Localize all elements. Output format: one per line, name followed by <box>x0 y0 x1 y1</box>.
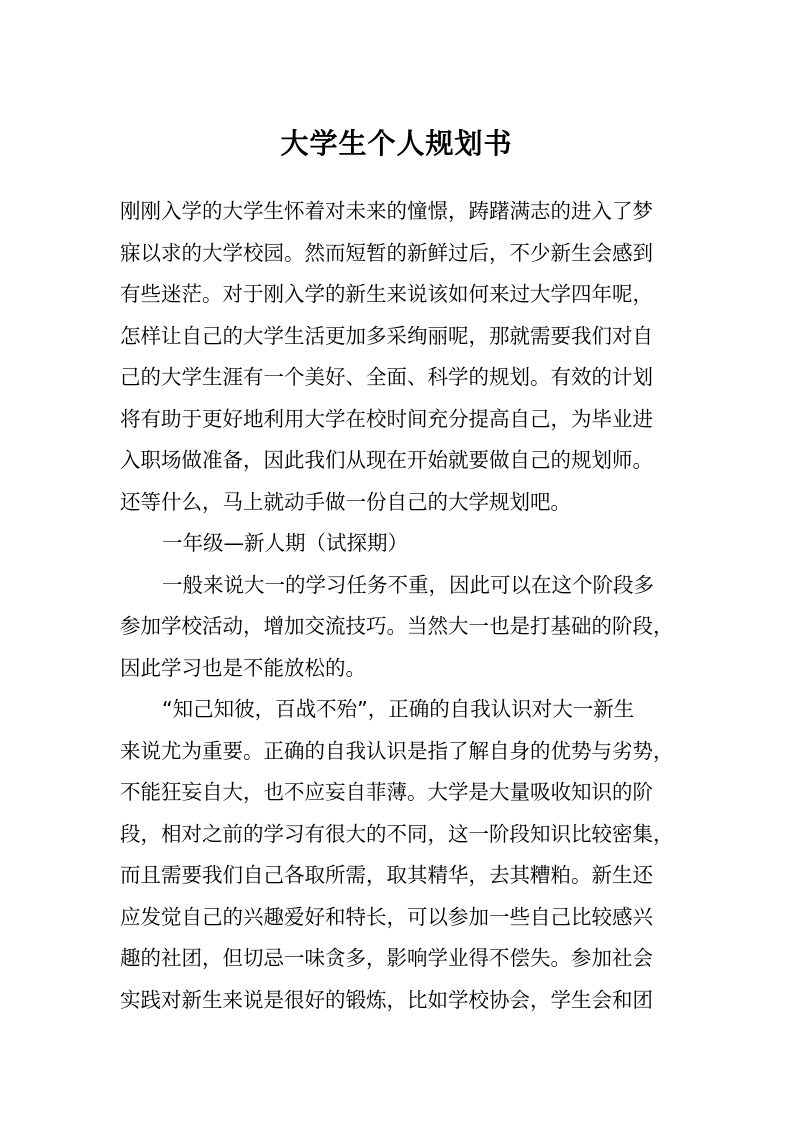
text-line: 将有助于更好地利用大学在校时间充分提高自己，为毕业进 <box>120 406 653 431</box>
text-line: 入职场做准备，因此我们从现在开始就要做自己的规划师。 <box>120 448 653 472</box>
text-line: 而且需要我们自己各取所需，取其精华，去其糟粕。新生还 <box>120 863 653 887</box>
text-line: 刚刚入学的大学生怀着对未来的憧憬，踌躇满志的进入了梦 <box>120 199 653 223</box>
text-line: 实践对新生来说是很好的锻炼，比如学校协会，学生会和团 <box>120 987 653 1012</box>
text-line: 段，相对之前的学习有很大的不同，这一阶段知识比较密集， <box>120 821 674 846</box>
text-line: 寐以求的大学校园。然而短暂的新鲜过后，不少新生会感到 <box>120 240 653 265</box>
text-line: 一年级—新人期（试探期） <box>162 531 408 555</box>
text-line: “知己知彼，百战不殆”，正确的自我认识对大一新生 <box>162 697 635 721</box>
text-line: 有些迷茫。对于刚入学的新生来说该如何来过大学四年呢， <box>120 282 653 306</box>
document-body <box>120 191 680 1021</box>
text-line: 不能狂妄自大，也不应妄自菲薄。大学是大量吸收知识的阶 <box>120 780 653 804</box>
text-line: 还等什么，马上就动手做一份自己的大学规划吧。 <box>120 489 571 514</box>
text-line: 怎样让自己的大学生活更加多采绚丽呢，那就需要我们对自 <box>120 323 653 348</box>
text-line: 一般来说大一的学习任务不重，因此可以在这个阶段多 <box>162 572 654 597</box>
text-line: 己的大学生涯有一个美好、全面、科学的规划。有效的计划 <box>120 365 653 389</box>
text-line: 参加学校活动，增加交流技巧。当然大一也是打基础的阶段， <box>120 614 674 638</box>
text-line: 趣的社团，但切忌一味贪多，影响学业得不偿失。参加社会 <box>120 946 653 970</box>
text-line: 因此学习也是不能放松的。 <box>120 655 366 680</box>
text-line: 来说尤为重要。正确的自我认识是指了解自身的优势与劣势， <box>120 738 674 763</box>
document-title: 大学生个人规划书 <box>280 127 513 160</box>
text-line: 应发觉自己的兴趣爱好和特长，可以参加一些自己比较感兴 <box>120 904 653 929</box>
